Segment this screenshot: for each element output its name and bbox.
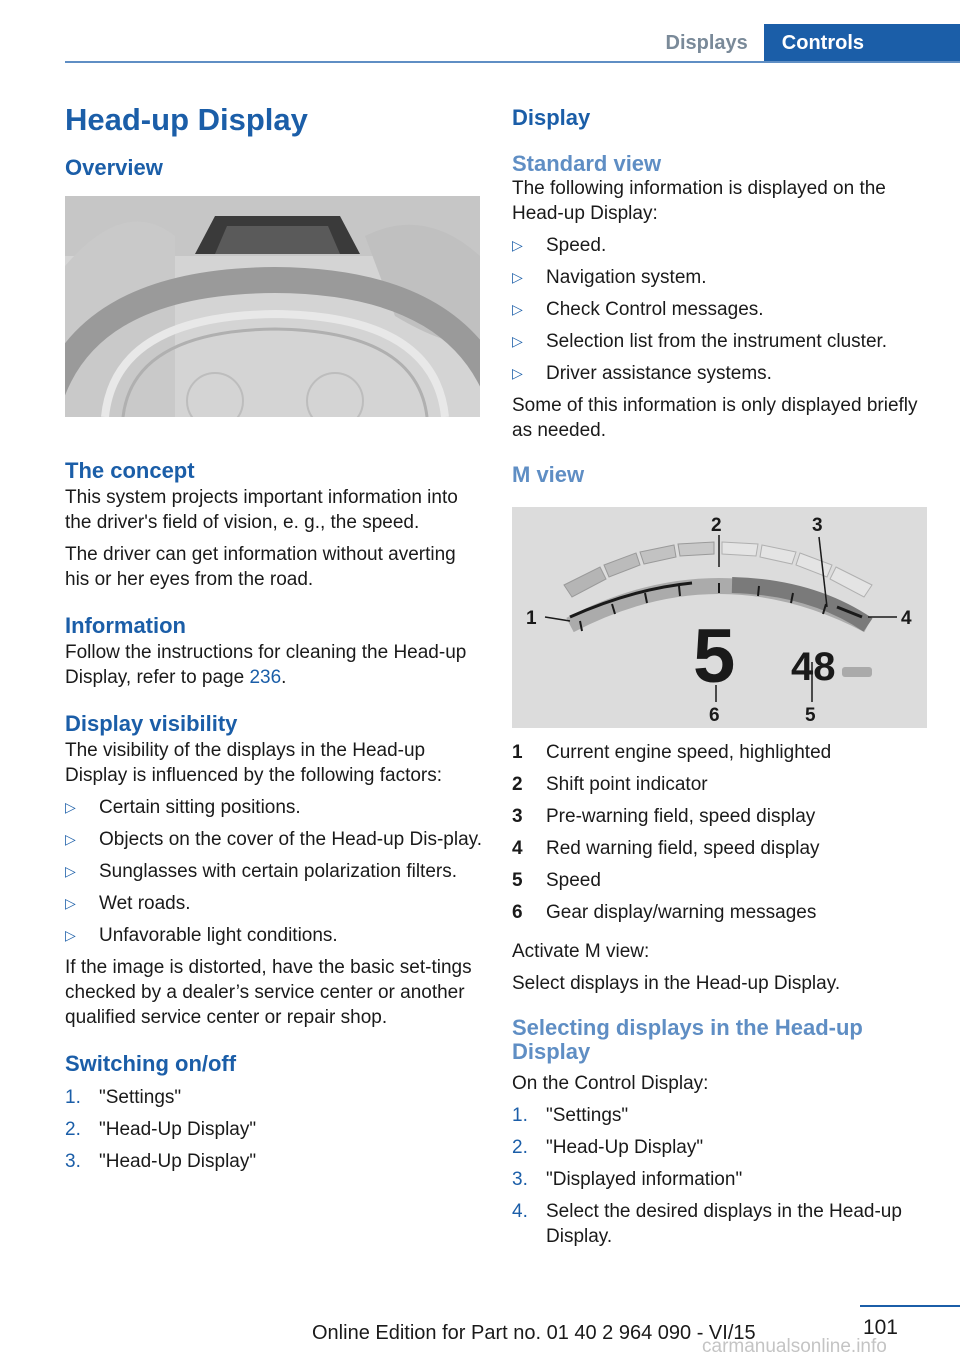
callout-2: 2 xyxy=(711,515,722,536)
legend-row xyxy=(512,836,831,868)
selecting-steps xyxy=(512,1103,932,1249)
list-item xyxy=(65,795,483,820)
step-item xyxy=(512,1199,932,1249)
legend-row xyxy=(512,740,831,772)
callout-4: 4 xyxy=(901,608,912,629)
header-section-label: Displays xyxy=(665,32,748,54)
triangle-bullet-icon: ▷ xyxy=(512,365,523,381)
list-item xyxy=(65,827,483,852)
list-item-text: Check Control messages. xyxy=(546,299,764,320)
step-number: 3. xyxy=(512,1169,528,1190)
legend-row xyxy=(512,772,831,804)
m-view-heading: M view xyxy=(512,462,585,487)
legend-row xyxy=(512,868,831,900)
list-item xyxy=(512,233,932,258)
list-item-text: Speed. xyxy=(546,235,607,256)
standard-view-list xyxy=(512,233,932,386)
gear-display: 5 xyxy=(693,614,736,699)
list-item-text: Certain sitting positions. xyxy=(99,797,301,818)
callout-3: 3 xyxy=(812,515,823,536)
brief-display-paragraph: Some of this information is only displayed briefly as needed. xyxy=(512,395,918,441)
selecting-displays-heading: Selecting displays in the Head-up Display xyxy=(512,1015,863,1064)
legend-number: 1 xyxy=(512,742,523,763)
legend-text: Speed xyxy=(546,870,601,891)
legend-number: 2 xyxy=(512,774,523,795)
visibility-factor-list xyxy=(65,795,483,948)
information-text: Follow the instructions for cleaning the Head-up Display, refer to page xyxy=(65,642,467,688)
switching-steps xyxy=(65,1085,483,1174)
step-number: 1. xyxy=(512,1105,528,1126)
concept-paragraph-2: The driver can get information without averting his or her eyes from the road. xyxy=(65,544,456,590)
distorted-image-paragraph: If the image is distorted, have the basic set-tings checked by a dealer’s service center or another qualified service center or repair shop. xyxy=(65,957,472,1028)
concept-heading: The concept xyxy=(65,458,195,483)
triangle-bullet-icon: ▷ xyxy=(65,895,76,911)
step-text: "Head-Up Display" xyxy=(99,1151,257,1172)
list-item xyxy=(65,891,483,916)
step-item xyxy=(512,1135,932,1160)
triangle-bullet-icon: ▷ xyxy=(512,269,523,285)
legend-number: 3 xyxy=(512,806,523,827)
visibility-heading: Display visibility xyxy=(65,711,238,736)
legend-number: 5 xyxy=(512,870,523,891)
list-item xyxy=(512,265,932,290)
dashboard-illustration xyxy=(65,196,480,417)
unit-smudge xyxy=(842,667,872,677)
information-heading: Information xyxy=(65,613,186,638)
triangle-bullet-icon: ▷ xyxy=(512,301,523,317)
list-item-text: Wet roads. xyxy=(99,893,191,914)
activate-m-view-text: Activate M view: xyxy=(512,941,650,962)
list-item-text: Selection list from the instrument cluster. xyxy=(546,331,888,352)
step-number: 2. xyxy=(65,1119,81,1140)
callout-1: 1 xyxy=(526,608,537,629)
overview-heading: Overview xyxy=(65,155,163,180)
page-number: 101 xyxy=(862,1316,898,1339)
right-column xyxy=(512,104,932,1256)
step-number: 1. xyxy=(65,1087,81,1108)
standard-view-heading: Standard view xyxy=(512,151,662,176)
header-chapter-tab: Controls xyxy=(764,24,960,62)
legend-text: Current engine speed, highlighted xyxy=(546,742,832,763)
footer-divider xyxy=(860,1305,960,1307)
step-text: "Displayed information" xyxy=(546,1169,743,1190)
list-item-text: Navigation system. xyxy=(546,267,707,288)
list-item-text: Objects on the cover of the Head-up Dis-play. xyxy=(99,829,483,850)
m-view-illustration xyxy=(512,507,927,728)
step-item xyxy=(512,1167,932,1192)
triangle-bullet-icon: ▷ xyxy=(65,927,76,943)
page-title: Head-up Display xyxy=(65,102,308,137)
step-text: "Head-Up Display" xyxy=(546,1137,704,1158)
list-item xyxy=(512,297,932,322)
legend-text: Shift point indicator xyxy=(546,774,708,795)
edition-footer: Online Edition for Part no. 01 40 2 964 090 - VI/15 xyxy=(312,1322,756,1344)
concept-paragraph-1: This system projects important information into the driver's field of vision, e. g., the speed. xyxy=(65,487,458,533)
callout-5: 5 xyxy=(805,705,816,726)
m-view-legend xyxy=(512,740,831,932)
page-236-link[interactable]: 236 xyxy=(249,667,282,688)
list-item xyxy=(512,361,932,386)
legend-text: Gear display/warning messages xyxy=(546,902,817,923)
step-text: "Settings" xyxy=(546,1105,629,1126)
step-text: "Settings" xyxy=(99,1087,182,1108)
step-item xyxy=(65,1149,483,1174)
triangle-bullet-icon: ▷ xyxy=(512,333,523,349)
watermark: carmanualsonline.info xyxy=(702,1336,887,1357)
triangle-bullet-icon: ▷ xyxy=(65,831,76,847)
legend-text: Pre-warning field, speed display xyxy=(546,806,816,827)
list-item-text: Unfavorable light conditions. xyxy=(99,925,338,946)
information-paragraph xyxy=(65,640,483,690)
control-display-text: On the Control Display: xyxy=(512,1073,709,1094)
speed-display: 48 xyxy=(791,645,836,689)
list-item xyxy=(65,923,483,948)
step-text: "Head-Up Display" xyxy=(99,1119,257,1140)
header-divider xyxy=(65,61,960,63)
step-number: 3. xyxy=(65,1151,81,1172)
select-displays-text: Select displays in the Head-up Display. xyxy=(512,973,841,994)
step-item xyxy=(65,1085,483,1110)
legend-row xyxy=(512,804,831,836)
step-text: Select the desired displays in the Head-up Display. xyxy=(546,1201,902,1247)
left-column xyxy=(65,96,483,1181)
list-item-text: Driver assistance systems. xyxy=(546,363,772,384)
triangle-bullet-icon: ▷ xyxy=(65,799,76,815)
legend-row xyxy=(512,900,831,932)
triangle-bullet-icon: ▷ xyxy=(65,863,76,879)
list-item xyxy=(65,859,483,884)
step-item xyxy=(65,1117,483,1142)
visibility-paragraph: The visibility of the displays in the Head-up Display is influenced by the following factors: xyxy=(65,740,443,786)
list-item-text: Sunglasses with certain polarization filters. xyxy=(99,861,458,882)
step-item xyxy=(512,1103,932,1128)
switching-heading: Switching on/off xyxy=(65,1051,237,1076)
step-number: 2. xyxy=(512,1137,528,1158)
list-item xyxy=(512,329,932,354)
legend-number: 4 xyxy=(512,838,523,859)
callout-6: 6 xyxy=(709,705,720,726)
legend-number: 6 xyxy=(512,902,523,923)
page-header xyxy=(650,24,960,62)
standard-view-paragraph: The following information is displayed on the Head-up Display: xyxy=(512,178,886,224)
display-heading: Display xyxy=(512,105,591,130)
information-period: . xyxy=(281,667,287,688)
legend-text: Red warning field, speed display xyxy=(546,838,820,859)
step-number: 4. xyxy=(512,1201,528,1222)
triangle-bullet-icon: ▷ xyxy=(512,237,523,253)
